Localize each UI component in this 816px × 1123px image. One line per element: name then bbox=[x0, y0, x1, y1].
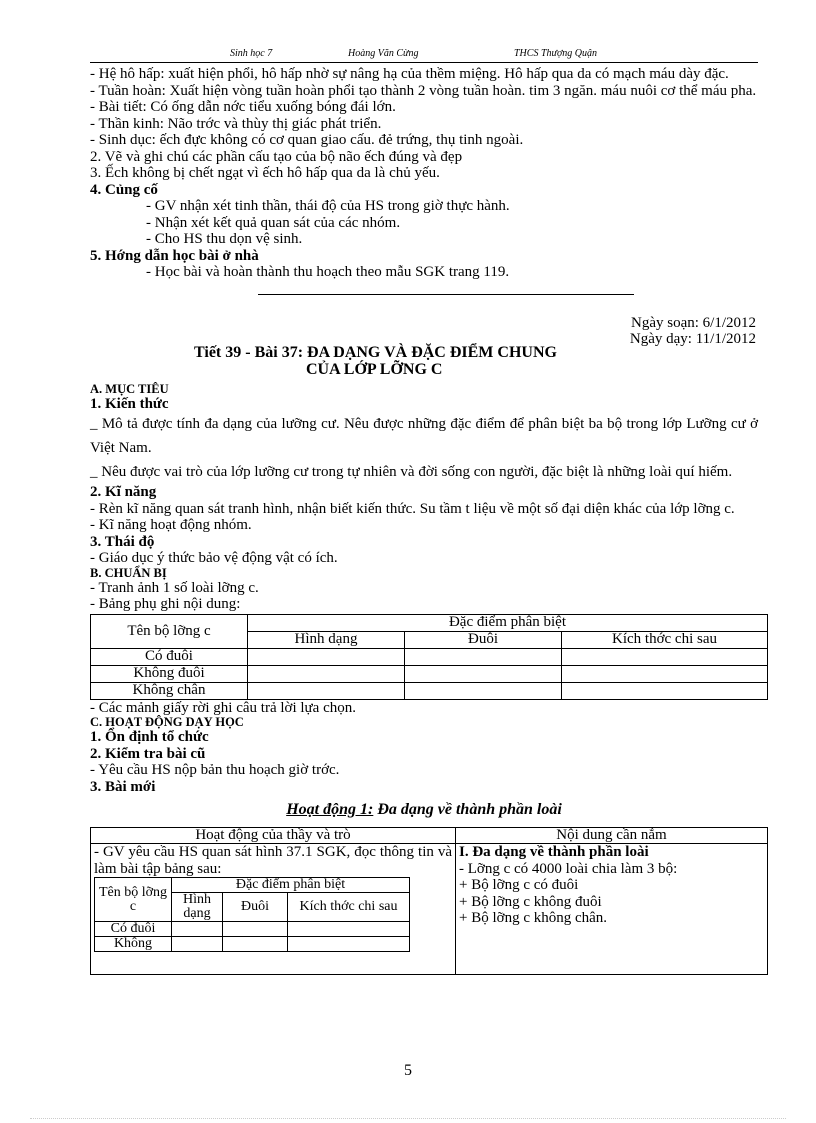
inner-col-leg: Kích thớc chi sau bbox=[288, 893, 410, 922]
empty-cell bbox=[248, 648, 405, 665]
text-line: 3. Ếch không bị chết ngạt vì ếch hô hấp qua da là chủ yếu. bbox=[90, 165, 440, 181]
heading-kien-thuc: 1. Kiến thức bbox=[90, 395, 169, 412]
list-item: - Nhận xét kết quả quan sát của các nhóm. bbox=[146, 214, 401, 231]
heading-kiem-tra: 2. Kiểm tra bài cũ bbox=[90, 745, 206, 762]
text-line: - Thần kinh: Não trớc và thùy thị giác phát triển. bbox=[90, 115, 382, 132]
text-line: - Hệ hô hấp: xuất hiện phổi, hô hấp nhờ sự nâng hạ của thềm miệng. Hô hấp qua da có mạch máu dày đặc. bbox=[90, 66, 729, 82]
row-label: Không chân bbox=[91, 682, 248, 699]
paragraph: _ Mô tả được tính đa dạng của lưỡng cư. Nêu được những đặc điểm để phân biệt ba bộ trong lớp Lưỡng cư ở Việt Nam. bbox=[90, 416, 758, 456]
dates bbox=[90, 315, 756, 347]
activity-col-content: Nội dung cần nắm bbox=[456, 828, 768, 844]
table-row bbox=[95, 922, 410, 937]
content-line: + Bộ lỡng c không chân. bbox=[459, 910, 608, 926]
activity-teacher-cell bbox=[91, 844, 456, 975]
heading-cung-co: 4. Củng cố bbox=[90, 181, 158, 198]
empty-cell bbox=[288, 922, 410, 937]
inner-table bbox=[94, 877, 410, 952]
text-line: - Giáo dục ý thức bảo vệ động vật có ích. bbox=[90, 550, 338, 566]
empty-cell bbox=[172, 937, 223, 952]
date-prepared: Ngày soạn: 6/1/2012 bbox=[631, 314, 756, 331]
content-line: - Lỡng c có 4000 loài chia làm 3 bộ: bbox=[459, 860, 678, 877]
page-number: 5 bbox=[404, 1062, 412, 1079]
inner-col-tail: Đuôi bbox=[223, 893, 288, 922]
lesson-title-line1: ĐA DẠNG VÀ ĐẶC ĐIỂM CHUNG bbox=[307, 343, 557, 361]
text-line: - Tranh ảnh 1 số loài lỡng c. bbox=[90, 579, 259, 596]
heading-ki-nang: 2. Kĩ năng bbox=[90, 484, 157, 500]
lesson-title-line2: CỦA LỚP LỠNG C bbox=[306, 360, 443, 378]
text-line: - Bài tiết: Có ống dẫn nớc tiểu xuống bóng đái lớn. bbox=[90, 99, 396, 115]
section-chuan-bi: B. CHUẨN BỊ bbox=[90, 565, 167, 580]
row-label: Có đuôi bbox=[91, 648, 248, 665]
text-line: - Kĩ năng hoạt động nhóm. bbox=[90, 517, 252, 533]
text-line: - Tuần hoàn: Xuất hiện vòng tuần hoàn phổi tạo thành 2 vòng tuần hoàn. tim 3 ngăn. máu nuôi cơ thể máu pha. bbox=[90, 82, 757, 99]
section-muc-tieu: A. MỤC TIÊU bbox=[90, 381, 169, 396]
list-item: - Cho HS thu dọn vệ sinh. bbox=[146, 231, 303, 247]
lesson-title bbox=[90, 344, 758, 378]
table-col-leg: Kích thớc chi sau bbox=[562, 631, 768, 648]
content-line: + Bộ lỡng c có đuôi bbox=[459, 877, 579, 893]
inner-col-name: Tên bộ lỡng c bbox=[95, 878, 172, 922]
empty-cell bbox=[223, 937, 288, 952]
divider bbox=[258, 294, 634, 295]
list-item: - GV nhận xét tinh thần, thái độ của HS trong giờ thực hành. bbox=[146, 198, 510, 214]
lesson-number: Tiết 39 - Bài 37: bbox=[194, 343, 304, 361]
activity-table bbox=[90, 827, 768, 975]
running-header bbox=[90, 48, 758, 63]
table-group-header: Đặc điểm phân biệt bbox=[248, 614, 768, 631]
list-item: - Học bài và hoàn thành thu hoạch theo mẫu SGK trang 119. bbox=[146, 264, 510, 280]
text-line: - Các mảnh giấy rời ghi câu trả lời lựa chọn. bbox=[90, 699, 356, 716]
content bbox=[90, 66, 758, 975]
table-row bbox=[91, 682, 768, 699]
activity-content-cell bbox=[456, 844, 768, 975]
row-label: Không bbox=[95, 937, 172, 952]
text-line: - Bảng phụ ghi nội dung: bbox=[90, 596, 241, 612]
empty-cell bbox=[172, 922, 223, 937]
header-school: THCS Thượng Quận bbox=[514, 48, 598, 59]
content-title: I. Đa dạng về thành phần loài bbox=[459, 844, 649, 860]
empty-cell bbox=[223, 922, 288, 937]
text-line: - Sinh dục: ếch đực không có cơ quan giao cấu. đẻ trứng, thụ tinh ngoài. bbox=[90, 132, 524, 148]
heading-bai-moi: 3. Bài mới bbox=[90, 778, 156, 795]
empty-cell bbox=[405, 682, 562, 699]
empty-cell bbox=[562, 682, 768, 699]
heading-on-dinh: 1. Ổn định tổ chức bbox=[90, 729, 209, 745]
empty-cell bbox=[248, 682, 405, 699]
table-col-name: Tên bộ lỡng c bbox=[91, 614, 248, 648]
row-label: Không đuôi bbox=[91, 665, 248, 682]
empty-cell bbox=[405, 665, 562, 682]
inner-col-shape: Hình dạng bbox=[172, 893, 223, 922]
teacher-instruction: - GV yêu cầu HS quan sát hình 37.1 SGK, đọc thông tin và làm bài tập bảng sau: bbox=[94, 844, 452, 877]
section-hoat-dong: C. HOẠT ĐỘNG DẠY HỌC bbox=[90, 715, 244, 729]
inner-group-header: Đặc điểm phân biệt bbox=[172, 878, 410, 893]
empty-cell bbox=[562, 665, 768, 682]
row-label: Có đuôi bbox=[95, 922, 172, 937]
empty-cell bbox=[405, 648, 562, 665]
text-line: 2. Vẽ và ghi chú các phần cấu tạo của bộ não ếch đúng và đẹp bbox=[90, 148, 463, 165]
table-row bbox=[91, 665, 768, 682]
empty-cell bbox=[248, 665, 405, 682]
heading-huong-dan: 5. Hớng dẫn học bài ở nhà bbox=[90, 247, 259, 264]
table-row bbox=[95, 937, 410, 952]
heading-thai-do: 3. Thái độ bbox=[90, 533, 155, 550]
table-row bbox=[91, 648, 768, 665]
activity-title: Đa dạng về thành phần loài bbox=[373, 801, 562, 818]
paragraph: _ Nêu được vai trò của lớp lưỡng cư trong tự nhiên và đời sống con người, đặc biệt là những loài quí hiếm. bbox=[90, 464, 733, 480]
text-line: - Yêu cầu HS nộp bản thu hoạch giờ trớc. bbox=[90, 762, 340, 778]
empty-cell bbox=[562, 648, 768, 665]
activity-col-teacher: Hoạt động của thầy và trò bbox=[91, 828, 456, 844]
empty-cell bbox=[288, 937, 410, 952]
table-col-tail: Đuôi bbox=[405, 631, 562, 648]
header-subject: Sinh học 7 bbox=[230, 48, 273, 59]
comparison-table bbox=[90, 614, 768, 700]
page-edge bbox=[30, 1118, 786, 1119]
date-taught: Ngày dạy: 11/1/2012 bbox=[629, 330, 756, 347]
activity-heading bbox=[90, 801, 758, 819]
activity-label: Hoạt động 1: bbox=[286, 801, 374, 818]
table-col-shape: Hình dạng bbox=[248, 631, 405, 648]
text-line: - Rèn kĩ năng quan sát tranh hình, nhận biết kiến thức. Su tầm t liệu về một số đại diện khác của lớp lỡng c. bbox=[90, 500, 735, 517]
content-line: + Bộ lỡng c không đuôi bbox=[459, 893, 602, 910]
header-author: Hoàng Văn Cừng bbox=[348, 48, 419, 59]
